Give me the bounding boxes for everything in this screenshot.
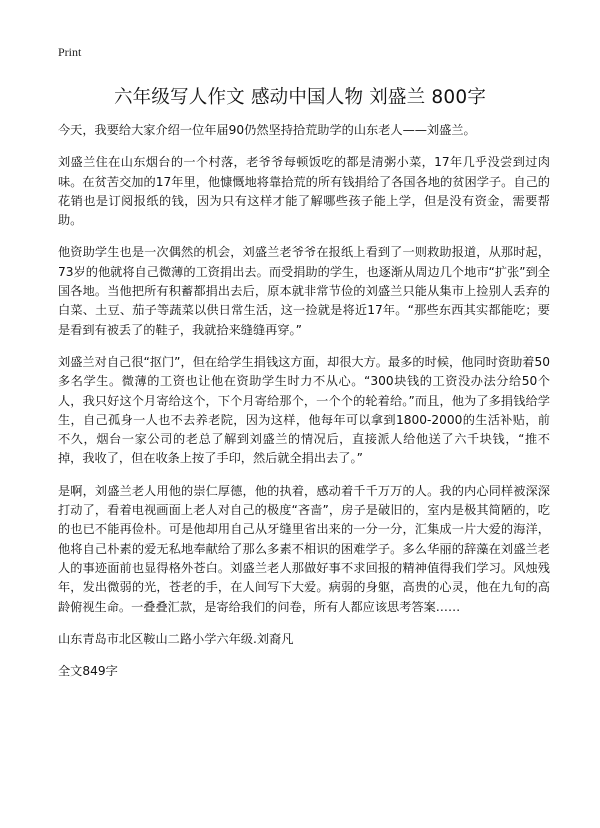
article-body (58, 121, 550, 681)
article-paragraph: 刘盛兰对自己很“抠门”，但在给学生捐钱这方面，却很大方。最多的时候，他同时资助着50多名学生。微薄的工资也让他在资助学生时力不从心。“300块钱的工资没办法分给50个人，我只好这个月寄给这个，下个月寄给那个，一个个的轮着给。”而且，他为了多捐钱给学生，自己孤身一人也不去养老院，因为这样，他每年可以拿到1800-2000的生活补贴，前不久，烟台一家公司的老总了解到刘盛兰的情况后，直接派人给他送了六千块钱，“推不掉，我收了，但在收条上按了手印，然后就全捐出去了。” (58, 354, 550, 466)
print-link[interactable]: Print (58, 45, 82, 59)
author-line: 山东青岛市北区鞍山二路小学六年级.刘裔凡 (58, 631, 294, 646)
article-paragraph: 是啊，刘盛兰老人用他的崇仁厚德，他的执着，感动着千千万万的人。我的内心同样被深深打动了，看着电视画面上老人对自己的极度“吝啬”，房子是破旧的，室内是极其简陋的，吃的也已不能再俭朴。可是他却用自己从牙缝里省出来的一分一分，汇集成一片大爱的海洋，他将自己朴素的爱无私地奉献给了那么多素不相识的困难学子。多么华丽的辞藻在刘盛兰老人的事迹面前也显得格外苍白。刘盛兰老人那做好事不求回报的精神值得我们学习。风烛残年，发出微弱的光，苍老的手，在人间写下大爱。病弱的身躯，高贵的心灵，他在九旬的高龄俯视生命。一叠叠汇款，是寄给我们的问卷，所有人都应该思考答案…… (58, 483, 550, 614)
article-paragraph-intro: 今天，我要给大家介绍一位年届90仍然坚持拾荒助学的山东老人——刘盛兰。 (58, 123, 476, 137)
article-paragraph: 他资助学生也是一次偶然的机会，刘盛兰老爷爷在报纸上看到了一则救助报道，从那时起，73岁的他就将自己微薄的工资捐出去。而受捐助的学生，也逐渐从周边几个地市“扩张”到全国各地。当他把所有积蓄都捐出去后，原本就非常节俭的刘盛兰只能从集市上捡别人丢弃的白菜、土豆、茄子等蔬菜以供日常生活，这一捡就是将近17年。“那些东西其实都能吃；要是看到有被丢了的鞋子，我就拾来缝缝再穿。” (58, 245, 550, 337)
article-title: 六年级写人作文 感动中国人物 刘盛兰 800字 (113, 87, 487, 108)
word-count: 全文849字 (58, 664, 118, 679)
article-paragraph: 刘盛兰住在山东烟台的一个村落，老爷爷每顿饭吃的都是清粥小菜，17年几乎没尝到过肉味。在贫苦交加的17年里，他慷慨地将靠拾荒的所有钱捐给了各国各地的贫困学子。自己的花销也是订阅报纸的钱，因为只有这样才能了解哪些孩子能上学，但是没有资金，需要帮助。 (58, 155, 550, 228)
